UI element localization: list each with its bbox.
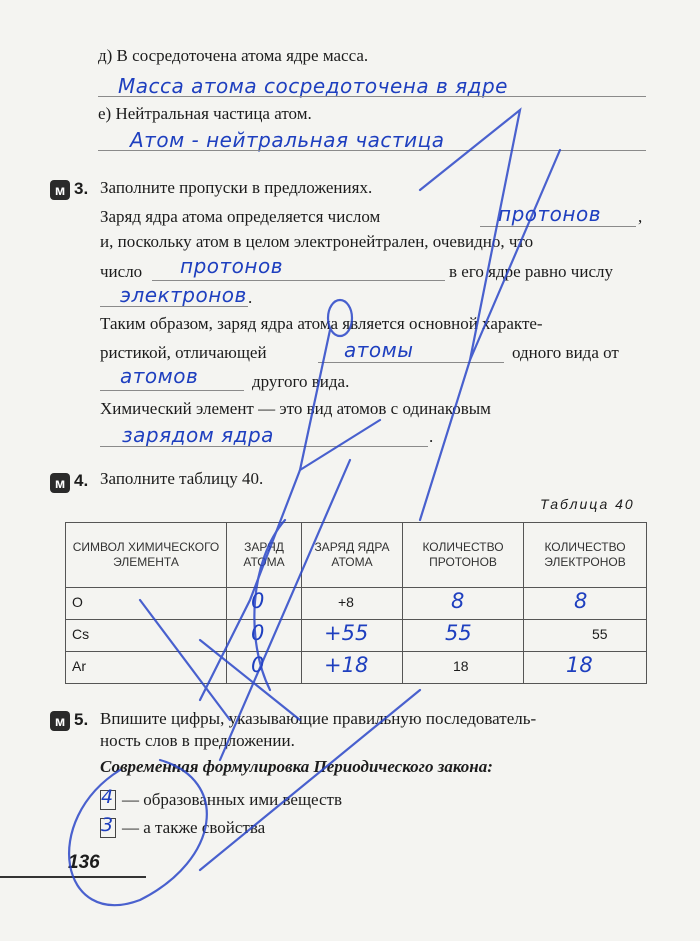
- cell-electrons: 55: [524, 620, 647, 652]
- q3-sentence: Химический элемент — это вид атомов с одинаковым: [100, 399, 491, 418]
- cell-nucleus-charge: +55: [302, 620, 403, 652]
- q3-sentence: ристикой, отличающей: [100, 343, 267, 362]
- question-badge: м: [50, 473, 70, 493]
- q3-instruction: Заполните пропуски в предложениях.: [100, 178, 373, 197]
- cell-electrons: 18: [524, 652, 647, 684]
- header-atom-charge: ЗАРЯД АТОМА: [227, 523, 302, 588]
- q4-instruction: Заполните таблицу 40.: [100, 469, 264, 488]
- q5-instruction: ность слов в предложении.: [100, 731, 295, 750]
- q3-sentence: одного вида от: [512, 343, 619, 362]
- q3-sentence: и, поскольку атом в целом электронейтрален, очевидно, что: [100, 232, 534, 251]
- q3-sentence: .: [429, 427, 434, 446]
- cell-nucleus-charge: +18: [302, 652, 403, 684]
- law-heading: Современная формулировка Периодического закона:: [100, 757, 493, 776]
- phrase-item: — а также свойства: [122, 818, 266, 837]
- q3-answer-6: зарядом ядра: [122, 423, 274, 447]
- e-prompt: е) Нейтральная частица атом.: [98, 104, 312, 123]
- e-answer: Атом - нейтральная частица: [130, 128, 445, 152]
- q3-sentence: Заряд ядра атома определяется числом: [100, 207, 381, 226]
- q3-sentence: число: [100, 262, 143, 281]
- q3-answer-4: атомы: [344, 338, 414, 362]
- header-nucleus-charge: ЗАРЯД ЯДРА АТОМА: [302, 523, 403, 588]
- header-protons: КОЛИЧЕСТВО ПРОТОНОВ: [403, 523, 524, 588]
- cell-protons: 55: [403, 620, 524, 652]
- q3-answer-5: атомов: [120, 364, 199, 388]
- header-electrons: КОЛИЧЕСТВО ЭЛЕКТРОНОВ: [524, 523, 647, 588]
- question-badge: м: [50, 711, 70, 731]
- cell-protons: 8: [403, 588, 524, 620]
- q3-sentence: в его ядре равно числу: [449, 262, 613, 281]
- q3-sentence: другого вида.: [252, 372, 350, 391]
- table-caption: Таблица 40: [540, 496, 635, 512]
- phrase-item: — образованных ими веществ: [122, 790, 343, 809]
- page-number: 136: [68, 852, 100, 873]
- question-badge: м: [50, 180, 70, 200]
- q3-sentence: Таким образом, заряд ядра атома является основной характе-: [100, 314, 543, 333]
- cell-atom-charge: 0: [227, 652, 302, 684]
- q3-sentence: ,: [638, 207, 643, 226]
- question-number: 4.: [74, 471, 89, 490]
- q3-sentence: .: [248, 288, 253, 307]
- q3-answer-2: протонов: [180, 254, 283, 278]
- question-number: 5.: [74, 710, 89, 729]
- d-answer: Масса атома сосредоточена в ядре: [118, 74, 508, 98]
- cell-symbol: Cs: [66, 620, 227, 652]
- q3-answer-1: протонов: [498, 202, 601, 226]
- q3-answer-3: электронов: [120, 283, 247, 307]
- cell-atom-charge: 0: [227, 620, 302, 652]
- q5-instruction: Впишите цифры, указывающие правильную последователь-: [100, 709, 537, 728]
- cell-atom-charge: 0: [227, 588, 302, 620]
- cell-electrons: 8: [524, 588, 647, 620]
- cell-protons: 18: [403, 652, 524, 684]
- cell-symbol: O: [66, 588, 227, 620]
- cell-symbol: Ar: [66, 652, 227, 684]
- answer-digit: 3: [101, 814, 114, 836]
- d-prompt: д) В сосредоточена атома ядре масса.: [98, 46, 369, 65]
- answer-digit: 4: [101, 786, 114, 808]
- cell-nucleus-charge: +8: [302, 588, 403, 620]
- header-symbol: СИМВОЛ ХИМИЧЕСКОГО ЭЛЕМЕНТА: [66, 523, 227, 588]
- question-number: 3.: [74, 179, 89, 198]
